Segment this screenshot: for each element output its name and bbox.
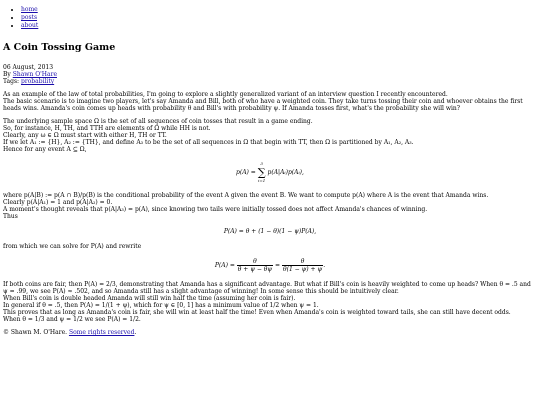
paragraph-sample-space: The underlying sample space Ω is the set of all sequences of coin tosses that result in a game ending. xyxy=(3,118,313,125)
discussion-section xyxy=(3,281,537,323)
sum-upper-limit: 3 xyxy=(260,161,263,166)
paragraph-fair-coins: If both coins are fair, then P(A) = 2/3, demonstrating that Amanda has a significant advantage. But what if Bill's coin is heavily weighted to come up heads? When θ = .5 and ψ = .99, we see P(A) ≈ .502, and so Amanda still has a slight advantage of winning! In some sense this should be intuitively clear. xyxy=(3,281,531,295)
nav-link-about[interactable]: about xyxy=(21,22,39,29)
fraction-2-denominator: θ(1 − ψ) + ψ xyxy=(282,266,323,273)
summation-sign xyxy=(258,161,266,184)
paragraph-instances: So, for instance, H, TH, and TTH are elements of Ω while HH is not. xyxy=(3,125,211,132)
site-nav xyxy=(3,6,537,30)
equation-solution xyxy=(3,258,537,273)
nav-item-home xyxy=(21,6,537,14)
conditional-section xyxy=(3,192,537,220)
paragraph-conditional: where p(A|B) := p(A ∩ B)/p(B) is the conditional probability of the event A given the event B. We want to compute p(A) where A is the event that Amanda wins. xyxy=(3,192,489,199)
equation-total-probability xyxy=(3,161,537,184)
eq3-period: . xyxy=(323,262,326,269)
nav-link-posts[interactable]: posts xyxy=(21,14,38,21)
paragraph-general: In general if θ = .5, then P(A) = 1/(1 + ψ), which for ψ ∈ [0, 1] has a minimum value of 1/2 when ψ = 1. xyxy=(3,302,319,309)
tag-link-probability[interactable]: probability xyxy=(20,78,55,85)
nav-item-about xyxy=(21,22,537,30)
paragraph-solve: from which we can solve for P(A) and rewrite xyxy=(3,243,142,250)
paragraph-clearly: Clearly p(A|A₁) = 1 and p(A|A₂) = 0. xyxy=(3,199,113,206)
paragraph-moment: A moment's thought reveals that p(A|A₃) = p(A), since knowing two tails were initially tossed does not affect Amanda's chances of winning. xyxy=(3,206,428,213)
nav-link-home[interactable]: home xyxy=(21,6,38,13)
copyright-text: © Shawn M. O'Hare. xyxy=(3,329,68,336)
eq3-lhs: P(A) = xyxy=(214,262,235,269)
footer xyxy=(3,329,537,336)
post-author-line xyxy=(3,71,537,78)
fraction-1-numerator: θ xyxy=(237,258,273,266)
eq3-equals: = xyxy=(275,262,281,269)
eq1-rhs: p(A|Aᵢ)p(Aᵢ), xyxy=(267,169,304,176)
fraction-2 xyxy=(282,258,326,273)
paragraph-partition: If we let A₁ := {H}, A₂ := {TH}, and define A₃ to be the set of all sequences in Ω that begin with TT, then Ω is partitioned by A₁, A₂, A₃. xyxy=(3,139,414,146)
sigma-icon: ∑ xyxy=(257,166,266,179)
eq1-lhs: p(A) = xyxy=(236,169,256,176)
post-tags-line xyxy=(3,78,537,85)
post-meta xyxy=(3,64,537,85)
tags-label: Tags: xyxy=(3,78,20,85)
author-link[interactable]: Shawn O'Hare xyxy=(12,71,57,78)
paragraph-hence: Hence for any event A ⊆ Ω, xyxy=(3,146,87,153)
rights-link[interactable]: Some rights reserved xyxy=(68,329,135,336)
sum-lower-limit: i=1 xyxy=(258,178,266,183)
equation-recursive: P(A) = θ + (1 − θ)(1 − ψ)P(A), xyxy=(223,228,317,235)
paragraph-start: Clearly, any ω ∈ Ω must start with either H, TH or TT. xyxy=(3,132,167,139)
sample-space-section xyxy=(3,118,537,153)
by-label: By xyxy=(3,71,11,78)
post-date: 06 August, 2013 xyxy=(3,64,54,71)
intro xyxy=(3,91,537,112)
fraction-1 xyxy=(237,258,273,273)
intro-paragraph-2: The basic scenario is to imagine two players, let's say Amanda and Bill, both of who have a weighted coin. They take turns tossing their coin and whoever obtains the first heads wins. Amanda's coin comes up heads with probability θ and Bill's with probability ψ. If Amanda tosses first, what's the probability she will win? xyxy=(3,98,523,112)
solve-section xyxy=(3,243,537,250)
intro-paragraph-1: As an example of the law of total probabilities, I'm going to explore a slightly generalized variant of an interview question I recently encountered. xyxy=(3,91,448,98)
footer-period: . xyxy=(134,329,137,336)
fraction-1-denominator: θ + ψ − θψ xyxy=(237,266,273,273)
paragraph-double-headed: When Bill's coin is double headed Amanda will still win half the time (assuming her coin is fair). xyxy=(3,295,296,302)
fraction-2-numerator: θ xyxy=(282,258,323,266)
nav-item-posts xyxy=(21,14,537,22)
paragraph-thus: Thus xyxy=(3,213,18,220)
post-title: A Coin Tossing Game xyxy=(3,42,116,53)
paragraph-example: When θ = 1/3 and ψ = 1/2 we see P(A) = 1/2. xyxy=(3,316,141,323)
paragraph-proves: This proves that as long as Amanda's coin is fair, she will win at least half the time! Even when Amanda's coin is weighted toward tails, she can still have decent odds. xyxy=(3,309,511,316)
